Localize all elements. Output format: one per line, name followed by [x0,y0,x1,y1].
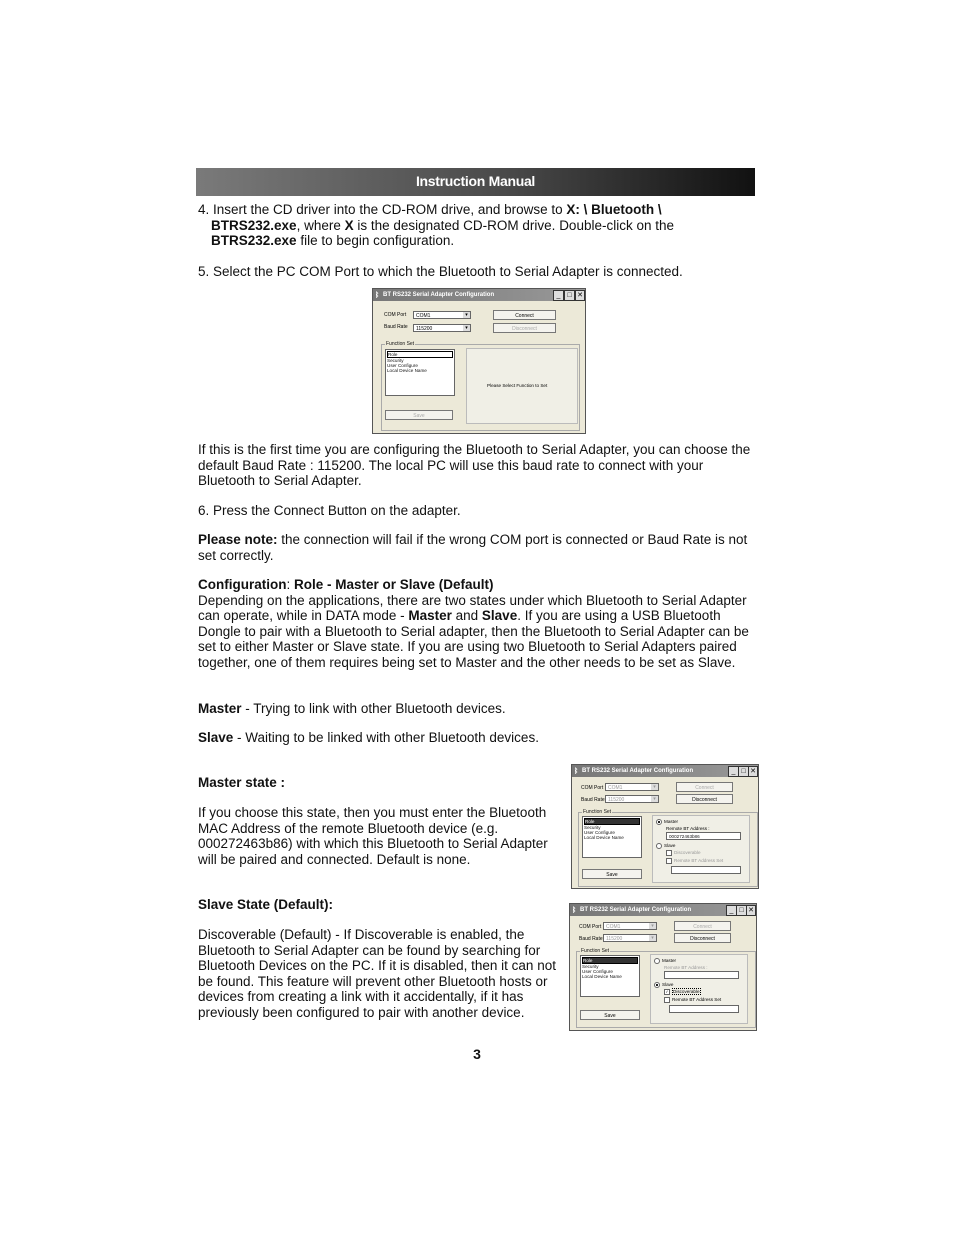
list-item[interactable]: Local Device Name [582,974,622,979]
function-list[interactable] [385,349,455,396]
master-def-label: Master [198,701,242,716]
header-title: Instruction Manual [415,173,536,189]
save-button[interactable]: Save [385,410,453,420]
remote-address-set-input[interactable] [669,1005,739,1013]
step-5: 5. Select the PC COM Port to which the Bluetooth to Serial Adapter is connected. [198,264,683,279]
master-state-title: Master state : [198,775,286,790]
com-port-select[interactable]: COM1 ▾ [605,783,659,791]
disconnect-button[interactable]: Disconnect [493,323,556,333]
note-label: Please note: [198,532,278,547]
function-list[interactable] [580,955,640,997]
list-item[interactable]: Security [582,964,599,969]
disconnect-button[interactable]: Disconnect [674,933,731,943]
slave-radio-label: Slave [664,843,676,849]
discoverable-checkbox[interactable] [666,850,701,856]
list-item[interactable]: Local Device Name [387,368,427,373]
bluetooth-icon: ᛒ [375,292,380,299]
dialog-title: BT RS232 Serial Adapter Configuration [580,907,692,913]
config-role: Role - Master or Slave (Default) [294,577,494,592]
connect-button[interactable]: Connect [674,921,731,931]
discoverable-checkbox[interactable]: ✓ Discoverable [665,989,700,995]
slave-radio[interactable] [656,843,676,849]
save-button[interactable]: Save [582,869,642,879]
function-set-label: Function Set [386,341,415,347]
remote-address-set-checkbox[interactable] [666,858,723,864]
list-item[interactable]: Role [387,351,453,358]
remote-address-set-label: Remote BT Address Set [674,858,724,864]
list-item[interactable]: Role [582,957,638,964]
remote-address-label: Remote BT Address : [664,965,708,970]
please-note [198,532,758,563]
master-radio-label: Master [664,819,679,825]
config-dialog-initial [372,288,586,434]
remote-address-set-input[interactable] [671,866,741,874]
note-text: the connection will fail if the wrong COM port is connected or Baud Rate is not set correctly. [198,532,748,563]
master-radio-label: Master [662,958,677,964]
list-item[interactable]: Security [387,358,404,363]
close-icon[interactable]: ✕ [746,905,756,916]
com-port-label: COM Port [384,312,407,318]
discoverable-label: Discoverable [673,989,700,995]
baud-rate-select[interactable]: 115200 ▾ [605,795,659,803]
role-panel [652,815,750,883]
step-6: 6. Press the Connect Button on the adapter. [198,503,461,518]
function-list[interactable] [582,816,642,858]
function-set-label: Function Set [581,948,610,954]
config-dialog-slave [569,903,757,1031]
slave-state-title: Slave State (Default): [198,897,334,912]
close-icon[interactable]: ✕ [748,766,758,777]
list-item[interactable]: User Configure [584,830,615,835]
config-master: Master [408,608,452,624]
step4-x: X [344,217,354,233]
baud-rate-label: Baud Rate [579,936,603,942]
list-item[interactable]: User Configure [387,363,418,368]
maximize-icon[interactable]: □ [736,905,747,916]
step4-end: file to begin configuration. [296,233,455,249]
step4-post: is the designated CD-ROM drive. Double-click on the [353,217,674,233]
save-button[interactable]: Save [580,1010,640,1020]
step4-mid: , where [296,217,345,233]
maximize-icon[interactable]: □ [738,766,749,777]
baud-rate-label: Baud Rate [384,324,408,330]
manual-header-bar [196,168,755,196]
function-placeholder: Please Select Function to Set [487,383,548,388]
step4-exe: BTRS232.exe [211,217,297,233]
remote-address-set-label: Remote BT Address Set [672,997,722,1003]
slave-radio[interactable] [654,982,674,988]
bluetooth-icon: ᛒ [572,907,577,914]
step4-text: 4. Insert the CD driver into the CD-ROM drive, and browse to [198,202,567,217]
master-radio[interactable] [656,819,678,825]
minimize-icon[interactable]: _ [726,905,737,916]
discoverable-label: Discoverable [674,850,701,856]
config-slave: Slave [481,608,518,624]
step-4 [198,202,758,249]
remote-address-label: Remote BT Address : [666,826,710,831]
config-and: and [451,608,482,624]
bluetooth-icon: ᛒ [574,768,579,775]
config-colon: : [286,577,294,592]
list-item[interactable]: Role [584,818,640,825]
slave-state-heading [198,897,568,913]
com-port-select[interactable]: COM1 ▾ [413,311,471,319]
minimize-icon[interactable]: _ [553,290,564,301]
function-panel [466,348,578,424]
slave-definition [198,730,758,746]
disconnect-button[interactable]: Disconnect [676,794,733,804]
baud-rate-select[interactable]: 115200 ▾ [413,324,471,332]
com-port-label: COM Port [581,785,604,791]
slave-def-label: Slave [198,730,234,745]
slave-radio-label: Slave [662,982,674,988]
master-definition [198,701,758,717]
minimize-icon[interactable]: _ [728,766,739,777]
step4-path: X: \ Bluetooth \ [566,202,662,217]
connect-button[interactable]: Connect [493,310,556,320]
config-text-2: . If you are using a USB Bluetooth Dongle to pair with a Bluetooth to Serial adapter, then the Bluetooth to Serial Adapter can be set to either Master or Slave state. If you are using two Bluetooth to Serial Adapters paired together, one of them requires being set to Master and the other needs to be set as Slave. [198,608,749,670]
master-def-text: - Trying to link with other Bluetooth devices. [241,701,506,716]
com-port-select[interactable]: COM1 ▾ [603,922,657,930]
baud-rate-label: Baud Rate [581,797,605,803]
step4-exe2: BTRS232.exe [211,233,297,249]
slave-def-text: - Waiting to be linked with other Bluetooth devices. [233,730,539,745]
list-item[interactable]: Security [584,825,601,830]
list-item[interactable]: User Configure [582,969,613,974]
master-state-heading [198,775,568,791]
dialog-title: BT RS232 Serial Adapter Configuration [383,292,495,298]
master-radio[interactable] [654,958,676,964]
remote-address-set-checkbox[interactable] [664,997,721,1003]
config-dialog-master [571,764,759,889]
remote-address-input[interactable] [664,971,739,979]
master-state-text: If you choose this state, then you must enter the Bluetooth MAC Address of the remote Bluetooth device (e.g. 000272463b86) with which this Bluetooth to Serial Adapter will be paired and connected. Default is none. [198,805,548,867]
baud-rate-select[interactable]: 115200 ▾ [603,934,657,942]
page-number: 3 [473,1046,481,1062]
close-icon[interactable]: ✕ [575,290,585,301]
role-panel [650,954,748,1024]
maximize-icon[interactable]: □ [564,290,575,301]
dialog-title: BT RS232 Serial Adapter Configuration [582,768,694,774]
connect-button[interactable]: Connect [676,782,733,792]
remote-address-input[interactable]: 000272463b86 [666,832,741,840]
slave-state-text: Discoverable (Default) - If Discoverable is enabled, the Bluetooth to Serial Adapter can be found by searching for Bluetooth Devices on the PC. If it is disabled, then it can not be found. This feature will prevent other Bluetooth hosts or devices from creating a link with it accidentally, if it has previously been configured to pair with another device. [198,927,556,1020]
list-item[interactable]: Local Device Name [584,835,624,840]
first-time-paragraph: If this is the first time you are configuring the Bluetooth to Serial Adapter, you can choose the default Baud Rate : 115200. The local PC will use this baud rate to connect with your Bluetooth to Serial Adapter. [198,442,751,489]
function-set-label: Function Set [583,809,612,815]
config-label: Configuration [198,577,287,592]
config-text-1: Depending on the applications, there are two states under which Bluetooth to Serial Adapter can operate, while in DATA mode - [198,592,747,624]
configuration-section [198,577,758,671]
com-port-label: COM Port [579,924,602,930]
